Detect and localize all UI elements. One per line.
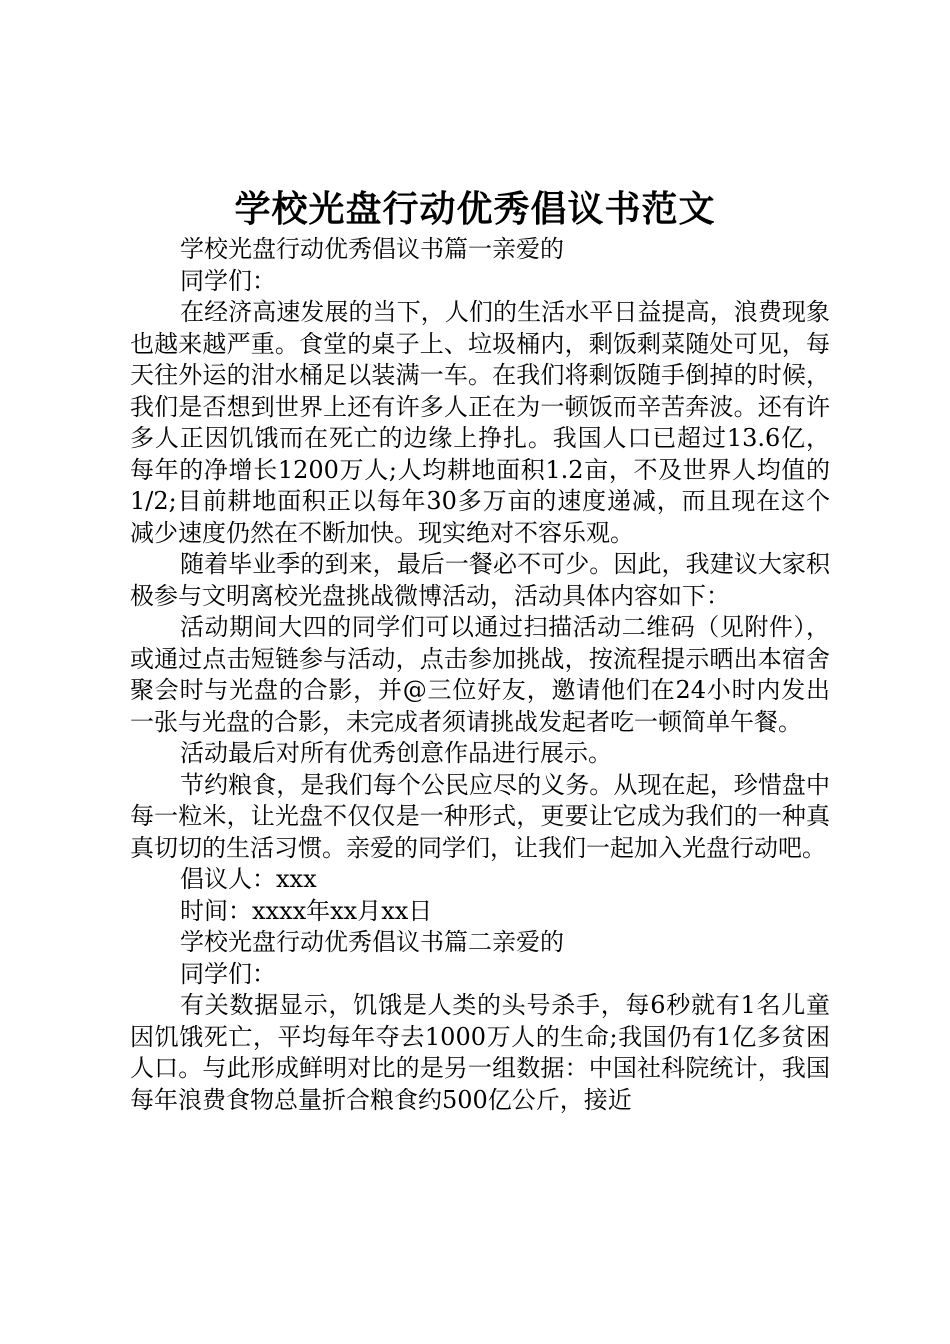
paragraph-3: 在经济高速发展的当下，人们的生活水平日益提高，浪费现象也越来越严重。食堂的桌子上、垃圾桶内，剩饭剩菜随处可见，每天往外运的泔水桶足以装满一车。在我们将剩饭随手倒掉的时候，我们是否想到世界上还有许多人正在为一顿饭而辛苦奔波。还有许多人正因饥饿而在死亡的边缘上挣扎。我国人口已超过13.6亿，每年的净增长1200万人;人均耕地面积1.2亩，不及世界人均值的1/2;目前耕地面积正以每年30多万亩的速度递减，而且现在这个减少速度仍然在不断加快。现实绝对不容乐观。: [130, 298, 830, 547]
paragraph-1: 学校光盘行动优秀倡议书篇一亲爱的: [180, 235, 564, 263]
signature-line: 倡议人：xxx: [180, 865, 317, 893]
paragraph-4: 随着毕业季的到来，最后一餐必不可少。因此，我建议大家积极参与文明离校光盘挑战微博活动，活动具体内容如下：: [130, 550, 830, 610]
paragraph-10: 学校光盘行动优秀倡议书篇二亲爱的: [180, 928, 564, 956]
paragraph-6: 活动最后对所有优秀创意作品进行展示。: [180, 739, 612, 767]
date-line: 时间：xxxx年xx月xx日: [180, 896, 433, 925]
paragraph-7: 节约粮食，是我们每个公民应尽的义务。从现在起，珍惜盘中每一粒米，让光盘不仅仅是一种形式，更要让它成为我们的一种真真切切的生活习惯。亲爱的同学们，让我们一起加入光盘行动吧。: [130, 770, 830, 862]
document-title: 学校光盘行动优秀倡议书范文: [234, 188, 716, 230]
paragraph-11: 同学们：: [180, 959, 276, 988]
paragraph-5: 活动期间大四的同学们可以通过扫描活动二维码（见附件），或通过点击短链参与活动，点击参加挑战，按流程提示晒出本宿舍聚会时与光盘的合影，并@三位好友，邀请他们在24小时内发出一张与光盘的合影，未完成者须请挑战发起者吃一顿简单午餐。: [130, 613, 830, 736]
paragraph-2: 同学们：: [180, 266, 276, 295]
paragraph-12: 有关数据显示，饥饿是人类的头号杀手，每6秒就有1名儿童因饥饿死亡，平均每年夺去1000万人的生命;我国仍有1亿多贫困人口。与此形成鲜明对比的是另一组数据：中国社科院统计，我国每年浪费食物总量折合粮食约500亿公斤，接近: [130, 991, 830, 1114]
document-body: [130, 234, 830, 1116]
